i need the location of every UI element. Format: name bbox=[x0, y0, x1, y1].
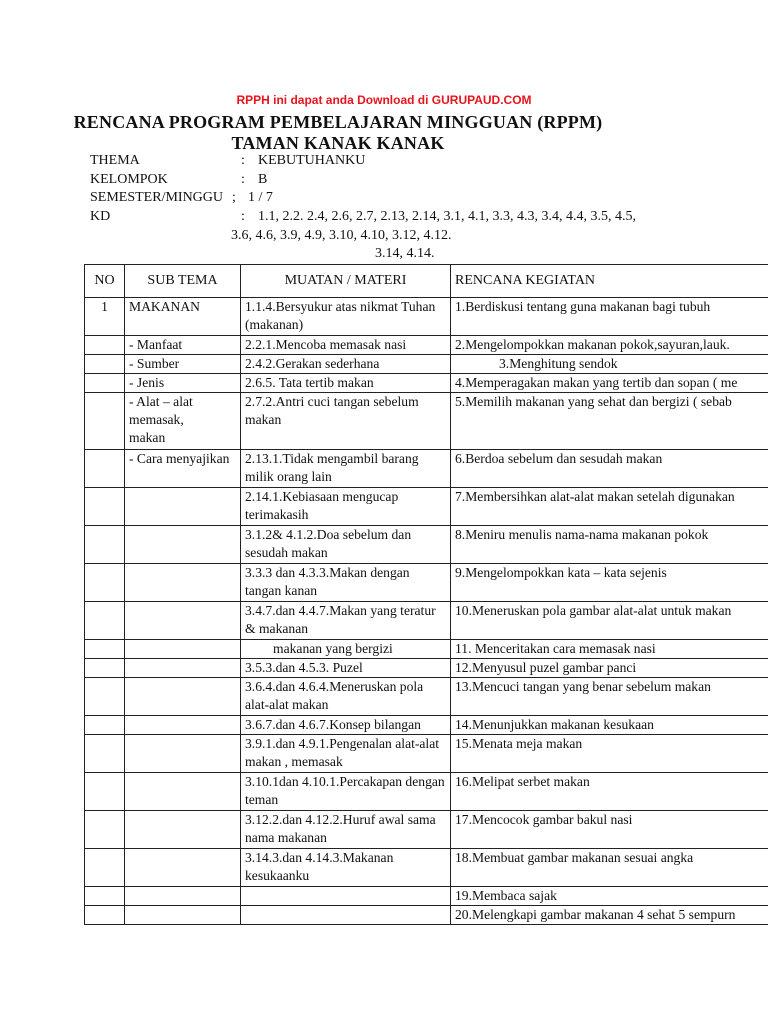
cell-no bbox=[85, 735, 125, 773]
kelompok-label: KELOMPOK bbox=[90, 172, 168, 187]
table-row bbox=[85, 602, 768, 640]
table-row bbox=[85, 716, 768, 735]
table-row bbox=[85, 640, 768, 659]
kd-line-2: 3.6, 4.6, 3.9, 4.9, 3.10, 4.10, 3.12, 4.12. bbox=[231, 228, 452, 243]
cell-muatan-materi: 3.9.1.dan 4.9.1.Pengenalan alat-alat makan , memasak bbox=[241, 735, 451, 773]
cell-rencana-kegiatan: 7.Membersihkan alat-alat makan setelah digunakan bbox=[451, 488, 768, 526]
cell-sub-tema: - Jenis bbox=[125, 374, 241, 393]
cell-no bbox=[85, 811, 125, 849]
kelompok-value: B bbox=[258, 172, 268, 187]
cell-rencana-kegiatan: 2.Mengelompokkan makanan pokok,sayuran,lauk. bbox=[451, 336, 768, 355]
document-subtitle: TAMAN KANAK KANAK bbox=[231, 133, 445, 153]
cell-rencana-kegiatan: 6.Berdoa sebelum dan sesudah makan bbox=[451, 450, 768, 488]
cell-muatan-materi: makanan yang bergizi bbox=[241, 640, 451, 659]
cell-sub-tema bbox=[125, 735, 241, 773]
table-row bbox=[85, 355, 768, 374]
table-row bbox=[85, 564, 768, 602]
cell-rencana-kegiatan: 4.Memperagakan makan yang tertib dan sopan ( me bbox=[451, 374, 768, 393]
cell-muatan-materi: 2.6.5. Tata tertib makan bbox=[241, 374, 451, 393]
table-row bbox=[85, 488, 768, 526]
cell-no bbox=[85, 602, 125, 640]
cell-muatan-materi: 3.12.2.dan 4.12.2.Huruf awal sama nama makanan bbox=[241, 811, 451, 849]
table-row bbox=[85, 336, 768, 355]
cell-no bbox=[85, 393, 125, 450]
download-banner: RPPH ini dapat anda Download di GURUPAUD.COM bbox=[236, 93, 532, 107]
header-sub-tema: SUB TEMA bbox=[125, 265, 241, 298]
cell-sub-tema bbox=[125, 488, 241, 526]
cell-sub-tema bbox=[125, 716, 241, 735]
cell-sub-tema bbox=[125, 526, 241, 564]
cell-sub-tema bbox=[125, 849, 241, 887]
thema-label: THEMA bbox=[90, 153, 140, 168]
cell-rencana-kegiatan: 1.Berdiskusi tentang guna makanan bagi tubuh bbox=[451, 298, 768, 336]
cell-muatan-materi: 3.3.3 dan 4.3.3.Makan dengan tangan kanan bbox=[241, 564, 451, 602]
cell-muatan-materi: 2.7.2.Antri cuci tangan sebelum makan bbox=[241, 393, 451, 450]
cell-rencana-kegiatan: 8.Meniru menulis nama-nama makanan pokok bbox=[451, 526, 768, 564]
table-row bbox=[85, 906, 768, 925]
cell-no bbox=[85, 887, 125, 906]
cell-muatan-materi: 1.1.4.Bersyukur atas nikmat Tuhan (makanan) bbox=[241, 298, 451, 336]
cell-no bbox=[85, 849, 125, 887]
cell-rencana-kegiatan: 16.Melipat serbet makan bbox=[451, 773, 768, 811]
semester-value: 1 / 7 bbox=[248, 190, 273, 205]
document-title: RENCANA PROGRAM PEMBELAJARAN MINGGUAN (RPPM) bbox=[73, 112, 603, 132]
cell-rencana-kegiatan: 9.Mengelompokkan kata – kata sejenis bbox=[451, 564, 768, 602]
cell-no bbox=[85, 659, 125, 678]
cell-sub-tema bbox=[125, 811, 241, 849]
cell-rencana-kegiatan: 15.Menata meja makan bbox=[451, 735, 768, 773]
cell-sub-tema bbox=[125, 887, 241, 906]
cell-no bbox=[85, 526, 125, 564]
cell-no bbox=[85, 374, 125, 393]
cell-sub-tema bbox=[125, 564, 241, 602]
cell-no: 1 bbox=[85, 298, 125, 336]
cell-muatan-materi: 3.4.7.dan 4.4.7.Makan yang teratur & makanan bbox=[241, 602, 451, 640]
cell-no bbox=[85, 450, 125, 488]
cell-rencana-kegiatan: 19.Membaca sajak bbox=[451, 887, 768, 906]
cell-muatan-materi: 2.13.1.Tidak mengambil barang milik orang lain bbox=[241, 450, 451, 488]
cell-sub-tema: - Sumber bbox=[125, 355, 241, 374]
kelompok-separator: : bbox=[241, 172, 245, 187]
cell-muatan-materi: 3.1.2& 4.1.2.Doa sebelum dan sesudah makan bbox=[241, 526, 451, 564]
header-no: NO bbox=[85, 265, 125, 298]
kd-label: KD bbox=[90, 209, 111, 224]
cell-no bbox=[85, 678, 125, 716]
cell-sub-tema: - Manfaat bbox=[125, 336, 241, 355]
cell-rencana-kegiatan: 17.Mencocok gambar bakul nasi bbox=[451, 811, 768, 849]
cell-muatan-materi bbox=[241, 906, 451, 925]
cell-sub-tema bbox=[125, 640, 241, 659]
header-muatan-materi: MUATAN / MATERI bbox=[241, 265, 451, 298]
cell-muatan-materi: 3.10.1dan 4.10.1.Percakapan dengan teman bbox=[241, 773, 451, 811]
cell-sub-tema: MAKANAN bbox=[125, 298, 241, 336]
cell-muatan-materi: 2.4.2.Gerakan sederhana bbox=[241, 355, 451, 374]
cell-rencana-kegiatan: 11. Menceritakan cara memasak nasi bbox=[451, 640, 768, 659]
table-row bbox=[85, 298, 768, 336]
cell-sub-tema bbox=[125, 659, 241, 678]
cell-muatan-materi: 3.14.3.dan 4.14.3.Makanan kesukaanku bbox=[241, 849, 451, 887]
table-row bbox=[85, 849, 768, 887]
cell-muatan-materi: 2.2.1.Mencoba memasak nasi bbox=[241, 336, 451, 355]
table-row bbox=[85, 659, 768, 678]
cell-rencana-kegiatan: 13.Mencuci tangan yang benar sebelum makan bbox=[451, 678, 768, 716]
cell-sub-tema: - Alat – alat memasak, makan bbox=[125, 393, 241, 450]
cell-no bbox=[85, 640, 125, 659]
table-row bbox=[85, 678, 768, 716]
cell-no bbox=[85, 773, 125, 811]
cell-no bbox=[85, 488, 125, 526]
table-row bbox=[85, 393, 768, 450]
cell-rencana-kegiatan: 5.Memilih makanan yang sehat dan bergizi ( sebab bbox=[451, 393, 768, 450]
kd-separator: : bbox=[241, 209, 245, 224]
cell-muatan-materi: 2.14.1.Kebiasaan mengucap terimakasih bbox=[241, 488, 451, 526]
cell-no bbox=[85, 336, 125, 355]
semester-label: SEMESTER/MINGGU bbox=[90, 190, 224, 205]
cell-no bbox=[85, 716, 125, 735]
cell-rencana-kegiatan: 14.Menunjukkan makanan kesukaan bbox=[451, 716, 768, 735]
table-row bbox=[85, 450, 768, 488]
header-rencana-kegiatan: RENCANA KEGIATAN bbox=[451, 265, 768, 298]
cell-sub-tema bbox=[125, 602, 241, 640]
cell-muatan-materi bbox=[241, 887, 451, 906]
rppm-table bbox=[84, 264, 768, 925]
cell-sub-tema bbox=[125, 906, 241, 925]
cell-rencana-kegiatan: 12.Menyusul puzel gambar panci bbox=[451, 659, 768, 678]
table-row bbox=[85, 374, 768, 393]
thema-separator: : bbox=[241, 153, 245, 168]
cell-muatan-materi: 3.6.7.dan 4.6.7.Konsep bilangan bbox=[241, 716, 451, 735]
cell-rencana-kegiatan: 10.Meneruskan pola gambar alat-alat untuk makan bbox=[451, 602, 768, 640]
cell-no bbox=[85, 564, 125, 602]
cell-sub-tema bbox=[125, 678, 241, 716]
table-row bbox=[85, 773, 768, 811]
cell-sub-tema: - Cara menyajikan bbox=[125, 450, 241, 488]
semester-separator: ; bbox=[232, 190, 236, 205]
cell-no bbox=[85, 906, 125, 925]
thema-value: KEBUTUHANKU bbox=[258, 153, 366, 168]
cell-rencana-kegiatan: 3.Menghitung sendok bbox=[451, 355, 768, 374]
table-row bbox=[85, 887, 768, 906]
cell-no bbox=[85, 355, 125, 374]
cell-sub-tema bbox=[125, 773, 241, 811]
cell-muatan-materi: 3.6.4.dan 4.6.4.Meneruskan pola alat-alat makan bbox=[241, 678, 451, 716]
table-header-row bbox=[85, 265, 768, 298]
cell-rencana-kegiatan: 18.Membuat gambar makanan sesuai angka bbox=[451, 849, 768, 887]
kd-line-3: 3.14, 4.14. bbox=[375, 246, 435, 261]
table-row bbox=[85, 526, 768, 564]
table-row bbox=[85, 811, 768, 849]
cell-rencana-kegiatan: 20.Melengkapi gambar makanan 4 sehat 5 sempurn bbox=[451, 906, 768, 925]
kd-line-1: 1.1, 2.2. 2.4, 2.6, 2.7, 2.13, 2.14, 3.1, 4.1, 3.3, 4.3, 3.4, 4.4, 3.5, 4.5, bbox=[258, 209, 636, 224]
cell-muatan-materi: 3.5.3.dan 4.5.3. Puzel bbox=[241, 659, 451, 678]
table-row bbox=[85, 735, 768, 773]
